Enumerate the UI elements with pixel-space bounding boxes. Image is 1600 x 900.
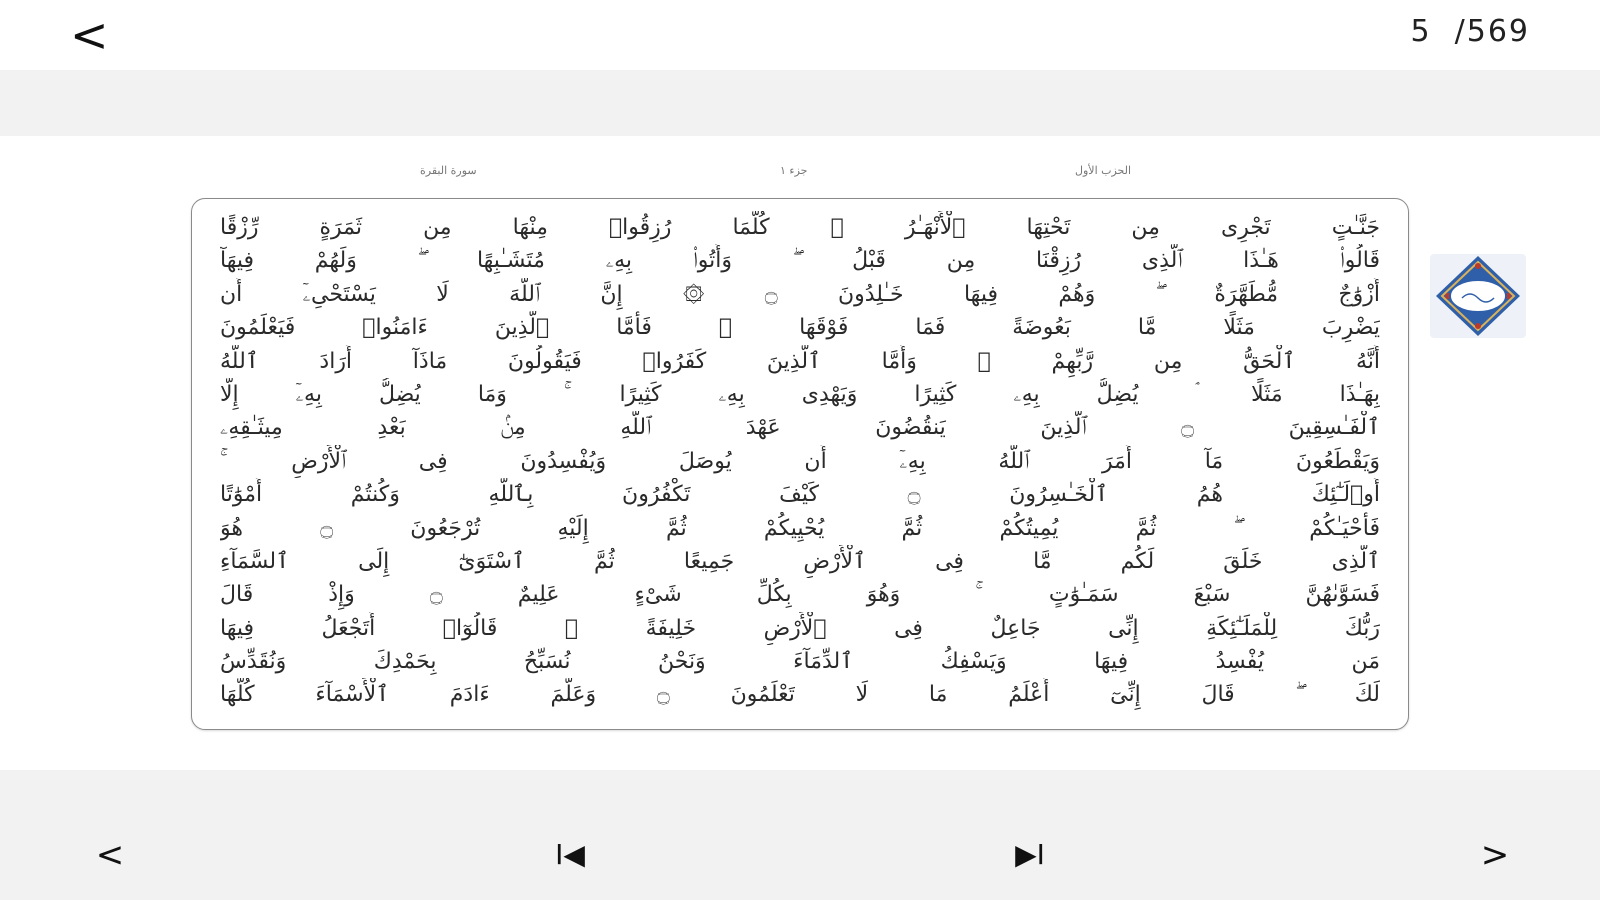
bottom-nav-bar [0, 770, 1600, 900]
page-header-right: الحزب الأول [1075, 164, 1132, 177]
verse-line[interactable]: جَنَّـٰتٍ تَجْرِى مِن تَحْتِهَا ٱلْأَنْهَـٰرُ ۖ كُلَّمَا رُزِقُوا۟ مِنْهَا مِن ثَمَرَةٍ رِّزْقًا [220, 215, 1380, 240]
mushaf-page[interactable] [0, 136, 1600, 770]
ornament-dot-bottom [1475, 323, 1481, 329]
verse-line[interactable]: أَنَّهُ ٱلْحَقُّ مِن رَّبِّهِمْ ۖ وَأَمَّا ٱلَّذِينَ كَفَرُوا۟ فَيَقُولُونَ مَاذَآ أَرَادَ ٱللَّهُ [220, 348, 1380, 374]
page-current: 5 [1410, 14, 1432, 49]
ornament-dot-top [1475, 263, 1481, 269]
verse-frame [191, 198, 1409, 730]
verse-line[interactable]: ٱلْفَـٰسِقِينَ ۝ ٱلَّذِينَ يَنقُضُونَ عَهْدَ ٱللَّهِ مِنۢ بَعْدِ مِيثَـٰقِهِۦ [220, 415, 1380, 441]
verse-line[interactable]: مَن يُفْسِدُ فِيهَا وَيَسْفِكُ ٱلدِّمَآءَ وَنَحْنُ نُسَبِّحُ بِحَمْدِكَ وَنُقَدِّسُ [220, 649, 1380, 675]
verse-line[interactable]: وَيَقْطَعُونَ مَآ أَمَرَ ٱللَّهُ بِهِۦٓ أَن يُوصَلَ وَيُفْسِدُونَ فِى ٱلْأَرْضِ ۚ [220, 448, 1380, 474]
verse-line[interactable]: ٱلَّذِى خَلَقَ لَكُم مَّا فِى ٱلْأَرْضِ جَمِيعًا ثُمَّ ٱسْتَوَىٰٓ إِلَى ٱلسَّمَآءِ [220, 548, 1380, 574]
page-total: 569 [1466, 14, 1530, 49]
first-page-button[interactable]: I◀ [555, 838, 585, 871]
verse-line[interactable]: لَكَ ۖ قَالَ إِنِّىٓ أَعْلَمُ مَا لَا تَعْلَمُونَ ۝ وَعَلَّمَ ءَادَمَ ٱلْأَسْمَآءَ كُلَّهَا [220, 682, 1380, 708]
page-header-center: جزء ١ [780, 164, 808, 177]
verse-line[interactable]: رَبُّكَ لِلْمَلَـٰٓئِكَةِ إِنِّى جَاعِلٌ فِى ٱلْأَرْضِ خَلِيفَةً ۖ قَالُوٓا۟ أَتَجْعَلُ فِيهَا [220, 615, 1380, 641]
verse-line[interactable]: بِهَـٰذَا مَثَلًا ۘ يُضِلُّ بِهِۦ كَثِيرًا وَيَهْدِى بِهِۦ كَثِيرًا ۚ وَمَا يُضِلُّ بِهِۦٓ إِلَّا [220, 381, 1380, 407]
sub-header-band [0, 70, 1600, 136]
last-page-button[interactable]: ▶I [1015, 838, 1045, 871]
verse-line[interactable]: أَزْوَٰجٌ مُّطَهَّرَةٌ ۖ وَهُمْ فِيهَا خَـٰلِدُونَ ۝ ۞ إِنَّ ٱللَّهَ لَا يَسْتَحْىِۦٓ أَن [220, 281, 1380, 307]
verse-line[interactable]: قَالُوا۟ هَـٰذَا ٱلَّذِى رُزِقْنَا مِن قَبْلُ ۖ وَأُتُوا۟ بِهِۦ مُتَشَـٰبِهًا ۖ وَلَهُمْ فِيهَآ [220, 248, 1380, 274]
next-page-button[interactable]: > [1480, 835, 1510, 875]
previous-page-button[interactable]: < [95, 835, 125, 875]
verse-line[interactable]: أُو۟لَـٰٓئِكَ هُمُ ٱلْخَـٰسِرُونَ ۝ كَيْفَ تَكْفُرُونَ بِٱللَّهِ وَكُنتُمْ أَمْوَٰتًا [220, 482, 1380, 508]
page-header-left: سورة البقرة [420, 164, 477, 177]
verse-lines [220, 211, 1380, 712]
verse-line[interactable]: فَسَوَّىٰهُنَّ سَبْعَ سَمَـٰوَٰتٍ ۚ وَهُوَ بِكُلِّ شَىْءٍ عَلِيمٌ ۝ وَإِذْ قَالَ [220, 582, 1380, 608]
surah-medallion-icon[interactable] [1428, 252, 1528, 340]
ornament-center [1450, 280, 1506, 312]
verse-line[interactable]: يَضْرِبَ مَثَلًا مَّا بَعُوضَةً فَمَا فَوْقَهَا ۚ فَأَمَّا ٱلَّذِينَ ءَامَنُوا۟ فَيَعْلَمُونَ [220, 315, 1380, 341]
verse-line[interactable]: فَأَحْيَـٰكُمْ ۖ ثُمَّ يُمِيتُكُمْ ثُمَّ يُحْيِيكُمْ ثُمَّ إِلَيْهِ تُرْجَعُونَ ۝ هُوَ [220, 515, 1380, 541]
top-bar [0, 0, 1600, 70]
page-separator: / [1454, 14, 1467, 49]
page-counter [1410, 14, 1530, 49]
back-button[interactable]: < [70, 8, 109, 62]
